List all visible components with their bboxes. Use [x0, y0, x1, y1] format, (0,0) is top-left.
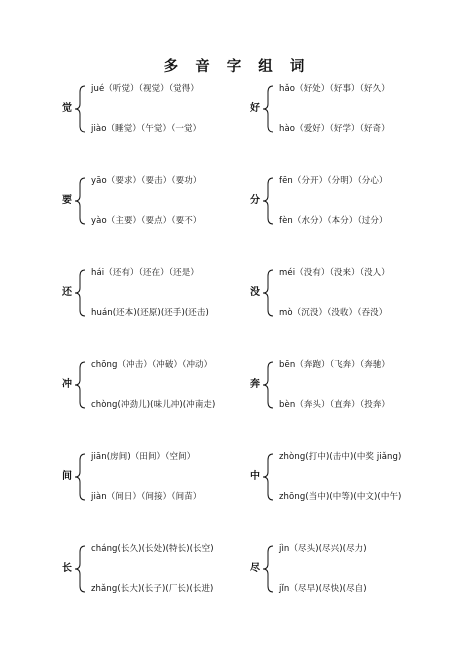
reading-line-2: fèn（水分）（本分）（过分）: [279, 216, 388, 226]
reading-line-1: bēn（奔跑）（飞奔）（奔驰）: [279, 360, 391, 370]
reading-line-2: chòng(冲劲儿)(味儿冲)(冲南走): [91, 400, 216, 410]
brace-icon: [261, 542, 275, 596]
brace-icon: [261, 174, 275, 228]
brace-icon: [73, 82, 87, 136]
polyphone-character: 尽: [250, 563, 260, 574]
polyphone-entry: [62, 358, 272, 412]
brace-icon: [73, 542, 87, 596]
brace-icon: [73, 450, 87, 504]
brace-icon: [261, 82, 275, 136]
polyphone-entry: [62, 450, 272, 504]
polyphone-character: 间: [62, 471, 72, 482]
polyphone-character: 中: [250, 471, 260, 482]
polyphone-entry: [62, 542, 272, 596]
reading-line-1: zhòng(打中)(击中)(中奖 jiǎng): [279, 452, 402, 462]
polyphone-entry: [250, 174, 460, 228]
reading-line-2: zhǎng(长大)(长子)(厂长)(长进): [91, 584, 214, 594]
reading-line-2: zhōng(当中)(中等)(中文)(中午): [279, 492, 402, 502]
polyphone-entry: [62, 82, 272, 136]
polyphone-entry: [250, 450, 460, 504]
brace-icon: [73, 358, 87, 412]
reading-line-1: jìn（尽头)(尽兴)(尽力): [279, 544, 367, 554]
reading-line-2: jǐn（尽早)(尽快)(尽自): [279, 584, 367, 594]
reading-line-1: hái（还有）（还在）（还是）: [91, 268, 199, 278]
reading-line-2: mò（沉没）（没收）（吞没）: [279, 308, 388, 318]
reading-line-2: hào（爱好）（好学）（好奇）: [279, 124, 390, 134]
polyphone-character: 长: [62, 563, 72, 574]
polyphone-character: 还: [62, 287, 72, 298]
reading-line-2: jiàn（间日）（间接）（间苗）: [91, 492, 202, 502]
polyphone-entry: [250, 542, 460, 596]
polyphone-character: 要: [62, 195, 72, 206]
reading-line-2: bèn（奔头）（直奔）（投奔）: [279, 400, 391, 410]
reading-line-1: cháng(长久)(长处)(特长)(长空): [91, 544, 214, 554]
polyphone-character: 分: [250, 195, 260, 206]
reading-line-2: yào（主要）（要点）（要不）: [91, 216, 202, 226]
reading-line-1: méi（没有）（没来）（没人）: [279, 268, 390, 278]
brace-icon: [261, 450, 275, 504]
page-title: 多 音 字 组 词: [163, 58, 311, 75]
reading-line-1: hǎo（好处）（好事）（好久）: [279, 84, 390, 94]
polyphone-character: 觉: [62, 103, 72, 114]
polyphone-character: 奔: [250, 379, 260, 390]
reading-line-1: chōng（冲击）（冲破）（冲动）: [91, 360, 213, 370]
polyphone-entry: [250, 82, 460, 136]
brace-icon: [73, 174, 87, 228]
brace-icon: [261, 358, 275, 412]
reading-line-1: jué（听觉）（视觉）（觉得）: [91, 84, 199, 94]
polyphone-character: 没: [250, 287, 260, 298]
polyphone-entry: [62, 266, 272, 320]
polyphone-entry: [250, 358, 460, 412]
reading-line-2: jiào（睡觉）（午觉）（一觉）: [91, 124, 202, 134]
reading-line-1: jiān(房间)（田间）（空间）: [91, 452, 196, 462]
polyphone-entry: [250, 266, 460, 320]
brace-icon: [73, 266, 87, 320]
polyphone-entry: [62, 174, 272, 228]
reading-line-2: huán(还本)(还原)(还手)(还击): [91, 308, 209, 318]
brace-icon: [261, 266, 275, 320]
reading-line-1: yāo（要求）（要击）（要功）: [91, 176, 202, 186]
reading-line-1: fēn（分开）（分明）（分心）: [279, 176, 388, 186]
polyphone-character: 好: [250, 103, 260, 114]
polyphone-character: 冲: [62, 379, 72, 390]
